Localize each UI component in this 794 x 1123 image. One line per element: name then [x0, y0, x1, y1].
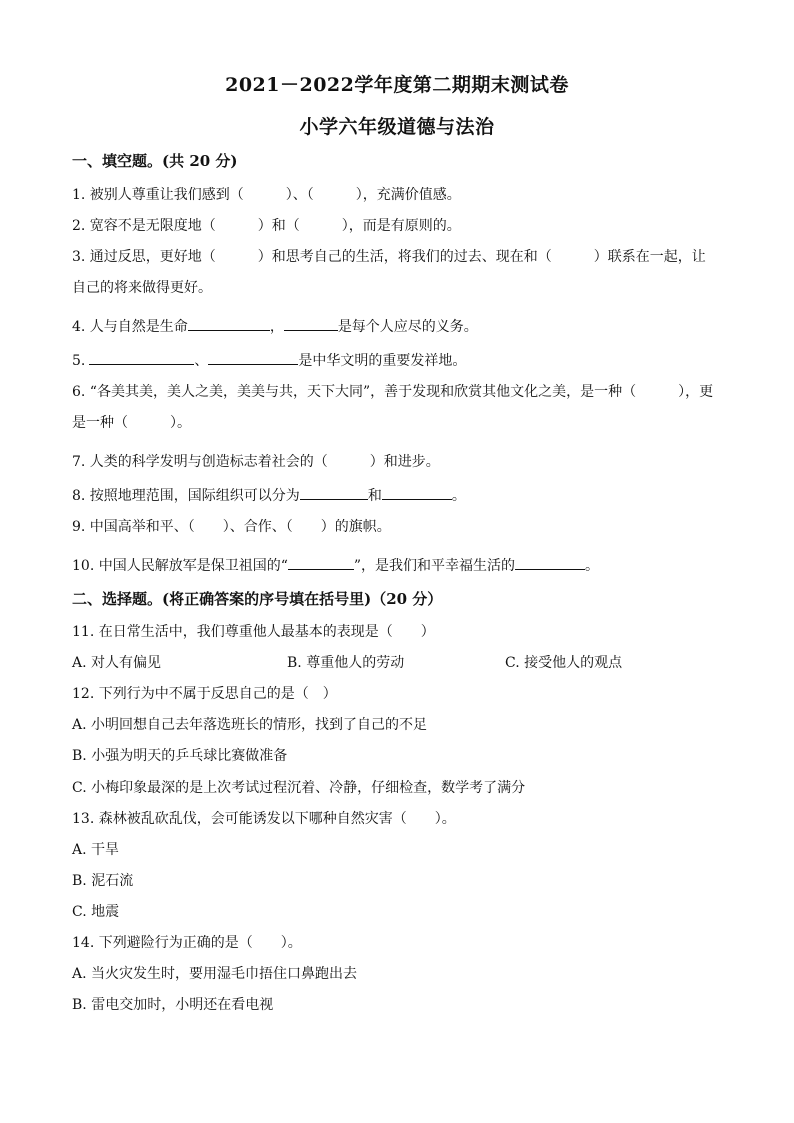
answer-blank: [208, 350, 298, 365]
question-5-text-c: 是中华文明的重要发祥地。: [298, 353, 467, 369]
answer-blank: [89, 350, 194, 365]
answer-blank: [515, 555, 585, 570]
question-6-line-1: 6. “各美其美，美人之美，美美与共，天下大同”，善于发现和欣赏其他文化之美，是一种（ ），更: [72, 384, 714, 400]
question-13-option-b: B. 泥石流: [72, 873, 134, 889]
question-6-line-2: 是一种（ ）。: [72, 415, 191, 431]
question-7: 7. 人类的科学发明与创造标志着社会的（ ）和进步。: [72, 454, 440, 470]
question-11-option-c: C. 接受他人的观点: [505, 655, 623, 671]
question-4-text-a: 4. 人与自然是生命: [72, 319, 188, 335]
question-11: 11. 在日常生活中，我们尊重他人最基本的表现是（ ）: [72, 624, 435, 640]
question-3-line-2: 自己的将来做得更好。: [72, 280, 212, 296]
question-5-text-b: 、: [194, 353, 209, 369]
question-11-option-a: A. 对人有偏见: [72, 655, 162, 671]
question-4-text-b: ，: [269, 319, 284, 335]
question-10-text-b: ”，是我们和平幸福生活的: [353, 558, 516, 574]
answer-blank: [300, 485, 368, 500]
question-8-text-b: 和: [367, 488, 382, 504]
page-title: 2021－2022学年度第二期期末测试卷: [225, 74, 569, 96]
question-1: 1. 被别人尊重让我们感到（ ）、（ ），充满价值感。: [72, 187, 461, 203]
question-13-option-a: A. 干旱: [72, 842, 120, 858]
question-4: [72, 316, 478, 336]
question-10-text-a: 10. 中国人民解放军是保卫祖国的“: [72, 558, 288, 574]
question-14-option-b: B. 雷电交加时，小明还在看电视: [72, 997, 274, 1013]
question-12-option-c: C. 小梅印象最深的是上次考试过程沉着、冷静，仔细检查，数学考了满分: [72, 780, 526, 796]
question-14-option-a: A. 当火灾发生时，要用湿毛巾捂住口鼻跑出去: [72, 966, 358, 982]
answer-blank: [288, 555, 354, 570]
question-10-text-c: 。: [585, 558, 600, 574]
question-3-line-1: 3. 通过反思，更好地（ ）和思考自己的生活，将我们的过去、现在和（ ）联系在一起，让: [72, 249, 706, 265]
question-12-option-a: A. 小明回想自己去年落选班长的情形，找到了自己的不足: [72, 717, 428, 733]
answer-blank: [382, 485, 452, 500]
question-11-option-b: B. 尊重他人的劳动: [287, 655, 405, 671]
question-8: [72, 485, 466, 505]
answer-blank: [188, 316, 270, 331]
question-12-option-b: B. 小强为明天的乒乓球比赛做准备: [72, 748, 288, 764]
question-8-text-c: 。: [451, 488, 466, 504]
question-8-text-a: 8. 按照地理范围，国际组织可以分为: [72, 488, 300, 504]
question-10: [72, 555, 599, 575]
section-2-heading: 二、选择题。(将正确答案的序号填在括号里)（20 分）: [72, 590, 443, 608]
question-14: 14. 下列避险行为正确的是（ ）。: [72, 935, 302, 951]
question-4-text-c: 是每个人应尽的义务。: [337, 319, 478, 335]
section-1-heading: 一、填空题。(共 20 分): [72, 152, 238, 170]
question-5: [72, 350, 466, 370]
question-13-option-c: C. 地震: [72, 904, 120, 920]
question-2: 2. 宽容不是无限度地（ ）和（ ），而是有原则的。: [72, 218, 461, 234]
question-12: 12. 下列行为中不属于反思自己的是（ ）: [72, 686, 337, 702]
question-5-text-a: 5.: [72, 353, 86, 369]
answer-blank: [284, 316, 338, 331]
question-13: 13. 森林被乱砍乱伐，会可能诱发以下哪种自然灾害（ ）。: [72, 811, 456, 827]
page-subtitle: 小学六年级道德与法治: [299, 116, 495, 138]
question-9: 9. 中国高举和平、（ ）、合作、（ ）的旗帜。: [72, 519, 391, 535]
